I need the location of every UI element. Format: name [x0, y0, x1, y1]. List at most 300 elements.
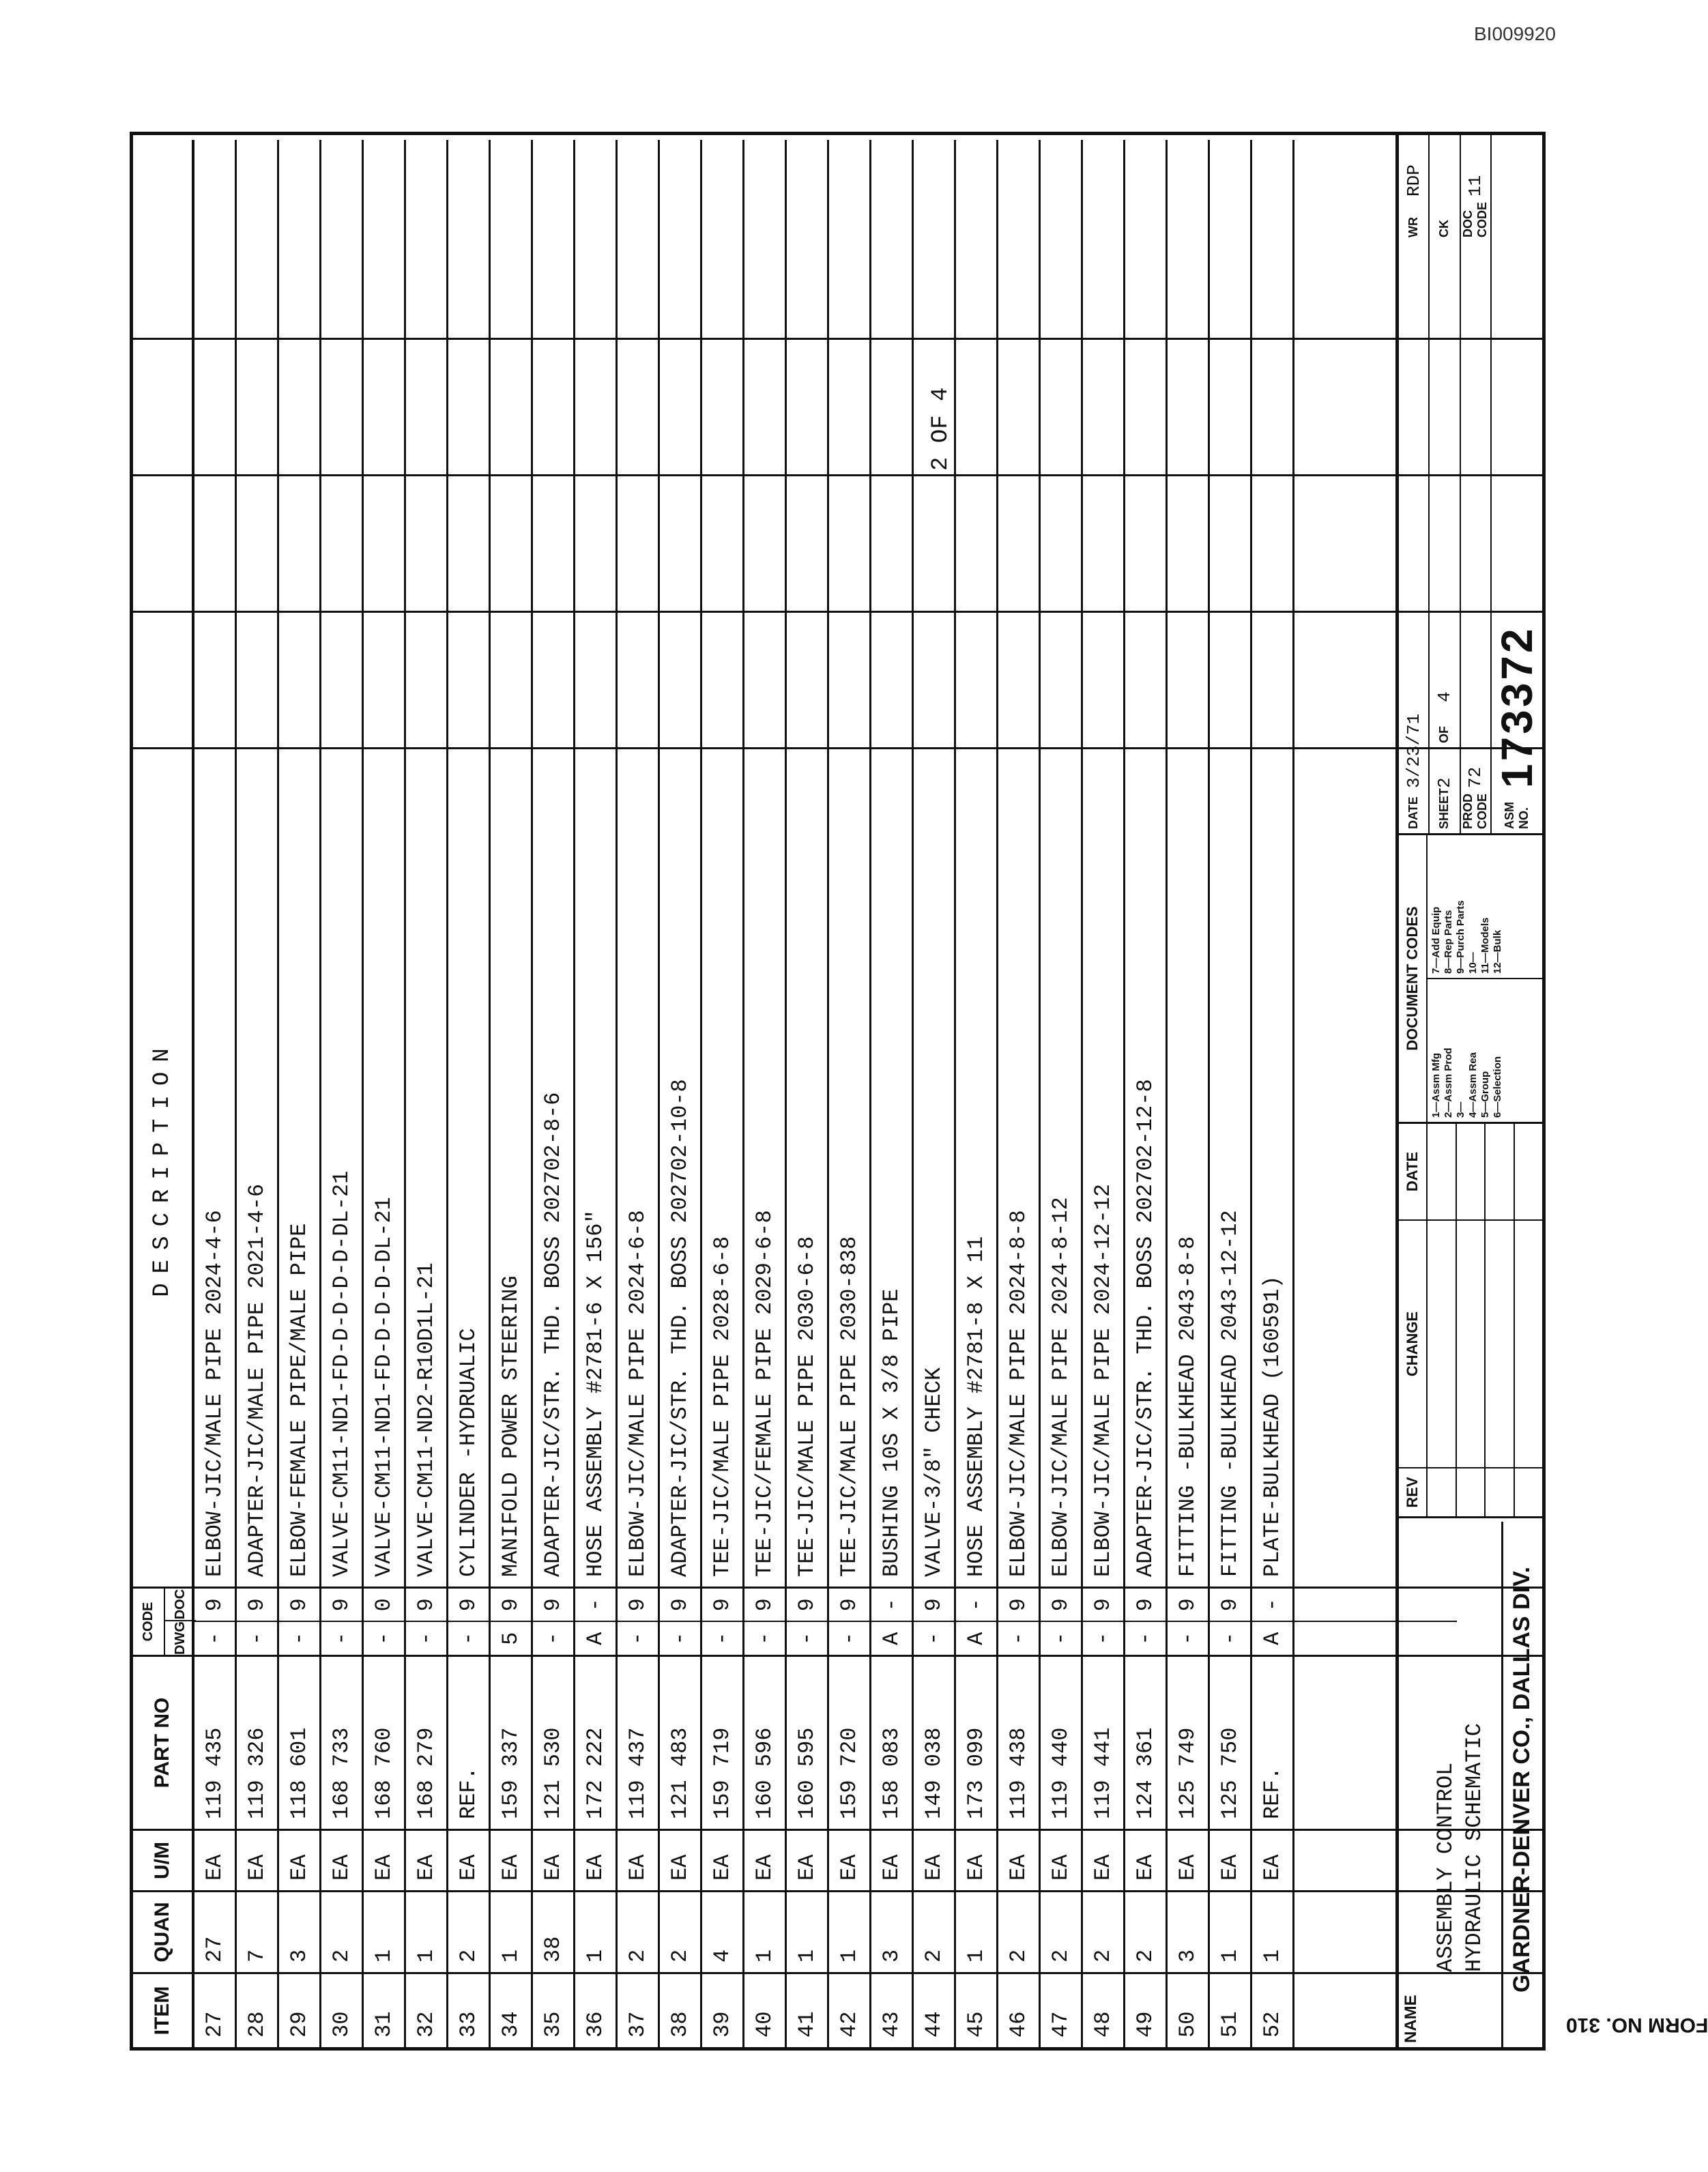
blank-cell: [618, 340, 660, 474]
blank-cell: [702, 140, 744, 338]
blank-cell: [1210, 476, 1252, 611]
table-cell-doc: 9: [237, 1589, 279, 1621]
table-cell-um: EA: [1168, 1831, 1210, 1890]
document-codes-label: DOCUMENT CODES: [1399, 835, 1428, 1122]
table-cell-part: 121 483: [660, 1657, 702, 1829]
table-cell-doc: -: [871, 1589, 914, 1621]
table-cell-quan: 38: [533, 1892, 575, 1972]
ck-label: CK: [1437, 220, 1451, 237]
blank-cell: [956, 476, 998, 611]
blank-cell: [1125, 340, 1168, 474]
table-cell-item: 50: [1168, 1974, 1210, 2047]
table-cell-dwg: A: [956, 1623, 998, 1655]
table-cell-um: EA: [618, 1831, 660, 1890]
blank-cell: [1252, 140, 1294, 338]
name-block: [1399, 1516, 1542, 2047]
blank-column-3: [133, 338, 1542, 474]
table-cell-desc: FITTING -BULKHEAD 2043-12-12: [1210, 749, 1252, 1587]
table-cell-um: EA: [237, 1831, 279, 1890]
doc-code-item: 1—Assm Mfg: [1430, 1052, 1442, 1118]
blank-cell: [914, 476, 956, 611]
table-cell-item: 44: [914, 1974, 956, 2047]
table-cell-quan: 2: [1041, 1892, 1083, 1972]
doc-code-item: 4—Assm Rea: [1467, 1052, 1479, 1118]
table-cell-doc: 9: [1125, 1589, 1168, 1621]
blank-cell: [744, 476, 787, 611]
table-cell-um: EA: [491, 1831, 533, 1890]
table-cell-part: 119 435: [194, 1657, 237, 1829]
table-cell-um: EA: [533, 1831, 575, 1890]
table-cell-desc: PLATE-BULKHEAD (160591): [1252, 749, 1294, 1587]
blank-cell: [321, 340, 364, 474]
table-cell-um: EA: [406, 1831, 448, 1890]
table-cell-quan: 3: [871, 1892, 914, 1972]
blank-cell: [406, 613, 448, 747]
table-cell-quan: 2: [914, 1892, 956, 1972]
doc-header: DOC: [173, 1589, 188, 1620]
part-number-cells: [194, 1657, 1457, 1829]
sheet-label: SHEET: [1437, 787, 1451, 829]
table-cell-item: 29: [279, 1974, 321, 2047]
table-cell-dwg: -: [1125, 1623, 1168, 1655]
table-cell-quan: 2: [448, 1892, 491, 1972]
table-cell-doc: 9: [744, 1589, 787, 1621]
assembly-name-line2: HYDRAULIC SCHEMATIC: [1462, 1723, 1487, 1972]
table-cell-um: EA: [364, 1831, 406, 1890]
blank-cell: [1168, 613, 1210, 747]
blank-cell: [660, 140, 702, 338]
table-cell-item: 47: [1041, 1974, 1083, 2047]
table-cell-item: 31: [364, 1974, 406, 2047]
parts-list-sheet: [130, 132, 1546, 2051]
blank-cell: [448, 613, 491, 747]
dwg-code-cells: [194, 1621, 1457, 1655]
blank-cell: [491, 613, 533, 747]
table-cell-part: 160 596: [744, 1657, 787, 1829]
table-cell-item: 45: [956, 1974, 998, 2047]
dwg-header: DWG: [165, 1620, 196, 1655]
table-cell-part: 173 099: [956, 1657, 998, 1829]
table-cell-item: 49: [1125, 1974, 1168, 2047]
table-cell-doc: 9: [448, 1589, 491, 1621]
table-cell-doc: 9: [998, 1589, 1041, 1621]
table-cell-part: 159 720: [829, 1657, 871, 1829]
blank-cells-3: [194, 340, 1457, 474]
table-cell-item: 33: [448, 1974, 491, 2047]
blank-cell: [660, 476, 702, 611]
table-cell-part: 124 361: [1125, 1657, 1168, 1829]
table-cell-desc: ELBOW-FEMALE PIPE/MALE PIPE: [279, 749, 321, 1587]
table-cell-quan: 27: [194, 1892, 237, 1972]
wr-label: WR: [1406, 217, 1421, 237]
table-cell-part: 125 749: [1168, 1657, 1210, 1829]
unit-column: [133, 1829, 1542, 1890]
table-cell-quan: 1: [364, 1892, 406, 1972]
table-cell-um: EA: [575, 1831, 618, 1890]
rev-date-label: DATE: [1404, 1151, 1421, 1192]
table-cell-um: EA: [448, 1831, 491, 1890]
blank-cell: [237, 613, 279, 747]
table-cell-item: 28: [237, 1974, 279, 2047]
blank-cell: [871, 340, 914, 474]
table-cell-item: 51: [1210, 1974, 1252, 2047]
blank-cell: [871, 613, 914, 747]
table-cell-item: 48: [1083, 1974, 1125, 2047]
blank-cell: [1210, 340, 1252, 474]
table-cell-dwg: -: [914, 1623, 956, 1655]
table-cell-part: 168 279: [406, 1657, 448, 1829]
blank-cell: [744, 340, 787, 474]
blank-cell: [702, 476, 744, 611]
blank-cell: [575, 476, 618, 611]
blank-cell: [364, 613, 406, 747]
blank-cell: [914, 340, 956, 474]
doc-code-item: 6—Selection: [1492, 1056, 1503, 1118]
table-cell-part: 159 337: [491, 1657, 533, 1829]
blank-cell: [194, 140, 237, 338]
blank-column-2: [133, 474, 1542, 611]
table-cell-item: 30: [321, 1974, 364, 2047]
blank-cell: [956, 140, 998, 338]
revision-block: [1399, 1122, 1542, 1516]
blank-cell: [279, 340, 321, 474]
table-cell-doc: 9: [279, 1589, 321, 1621]
table-cell-quan: 3: [1168, 1892, 1210, 1972]
blank-cell: [1252, 613, 1294, 747]
table-cell-part: 172 222: [575, 1657, 618, 1829]
blank-cell: [914, 140, 956, 338]
doc-code-item: 2—Assm Prod: [1443, 1047, 1454, 1118]
document-id: BI009920: [1474, 23, 1556, 44]
unit-header: U/M: [133, 1831, 194, 1890]
table-cell-um: EA: [1083, 1831, 1125, 1890]
table-cell-doc: 9: [1210, 1589, 1252, 1621]
description-column: [133, 747, 1542, 1587]
sheet-value: 2: [1434, 777, 1455, 788]
table-cell-desc: ELBOW-JIC/MALE PIPE 2024-8-12: [1041, 749, 1083, 1587]
item-header: ITEM: [133, 1974, 194, 2047]
blank-cell: [1125, 476, 1168, 611]
blank-cell: [618, 140, 660, 338]
table-cell-doc: 9: [914, 1589, 956, 1621]
table-cell-desc: ADAPTER-JIC/MALE PIPE 2021-4-6: [237, 749, 279, 1587]
table-cell-doc: -: [575, 1589, 618, 1621]
blank-cell: [237, 340, 279, 474]
quantity-column: [133, 1890, 1542, 1972]
table-cell-desc: VALVE-CM11-ND1-FD-D-D-D-DL-21: [364, 749, 406, 1587]
blank-cell: [1083, 140, 1125, 338]
table-cell-part: 119 438: [998, 1657, 1041, 1829]
table-cell-item: 41: [787, 1974, 829, 2047]
blank-cell: [533, 476, 575, 611]
table-cell-um: EA: [744, 1831, 787, 1890]
blank-cell: [1083, 613, 1125, 747]
blank-cell: [194, 476, 237, 611]
blank-cell: [237, 140, 279, 338]
table-cell-item: 27: [194, 1974, 237, 2047]
blank-cell: [279, 476, 321, 611]
blank-cell: [998, 476, 1041, 611]
table-cell-item: 34: [491, 1974, 533, 2047]
blank-cell: [1168, 476, 1210, 611]
blank-cell: [829, 613, 871, 747]
doc-code-item: 9—Purch Parts: [1455, 900, 1466, 974]
doc-code-item: 12—Bulk: [1492, 929, 1503, 974]
table-cell-doc: 9: [1083, 1589, 1125, 1621]
blank-cell: [956, 340, 998, 474]
doc-codes-right: [1428, 835, 1542, 978]
table-cell-quan: 1: [956, 1892, 998, 1972]
table-cell-doc: 0: [364, 1589, 406, 1621]
rev-label: REV: [1399, 1467, 1426, 1516]
blank-cell: [491, 140, 533, 338]
table-cell-desc: VALVE-3/8" CHECK: [914, 749, 956, 1587]
part-number-header: PART NO: [133, 1657, 194, 1829]
blank-cell: [660, 613, 702, 747]
table-cell-um: EA: [702, 1831, 744, 1890]
description-cells: [194, 749, 1457, 1587]
table-cell-dwg: A: [871, 1623, 914, 1655]
doc-code-cells: [194, 1589, 1457, 1621]
unit-cells: [194, 1831, 1457, 1890]
blank-cell: [406, 476, 448, 611]
table-cell-um: EA: [1252, 1831, 1294, 1890]
table-cell-doc: 9: [660, 1589, 702, 1621]
blank-column-4: [133, 140, 1542, 338]
table-cell-doc: 9: [618, 1589, 660, 1621]
blank-cell: [406, 140, 448, 338]
blank-cell: [533, 340, 575, 474]
table-cell-item: 38: [660, 1974, 702, 2047]
table-cell-dwg: -: [533, 1623, 575, 1655]
table-cell-um: EA: [787, 1831, 829, 1890]
blank-cell: [1125, 140, 1168, 338]
table-cell-doc: 9: [194, 1589, 237, 1621]
blank-cell: [829, 140, 871, 338]
prod-code-label: PROD CODE: [1461, 793, 1490, 829]
table-cell-quan: 1: [744, 1892, 787, 1972]
table-cell-quan: 1: [829, 1892, 871, 1972]
table-cell-dwg: -: [194, 1623, 237, 1655]
blank-cell: [406, 340, 448, 474]
doc-code-item: 3—: [1455, 1101, 1466, 1118]
doc-code-label: DOC CODE: [1461, 201, 1490, 237]
blank-cell: [321, 613, 364, 747]
blank-cell: [660, 340, 702, 474]
table-cell-desc: TEE-JIC/MALE PIPE 2030-6-8: [787, 749, 829, 1587]
part-number-column: [133, 1655, 1542, 1829]
table-cell-desc: HOSE ASSEMBLY #2781-6 X 156": [575, 749, 618, 1587]
blank-cell: [1041, 476, 1083, 611]
quantity-cells: [194, 1892, 1457, 1972]
blank-cell: [1041, 613, 1083, 747]
table-cell-quan: 1: [787, 1892, 829, 1972]
table-cell-dwg: -: [660, 1623, 702, 1655]
blank-cell: [448, 140, 491, 338]
description-header: DESCRIPTION: [133, 749, 194, 1587]
blank-cell: [914, 613, 956, 747]
table-cell-dwg: -: [618, 1623, 660, 1655]
table-cell-quan: 1: [406, 1892, 448, 1972]
of-label: OF: [1437, 726, 1451, 743]
table-cell-doc: 9: [1041, 1589, 1083, 1621]
table-cell-doc: 9: [829, 1589, 871, 1621]
table-cell-um: EA: [1210, 1831, 1252, 1890]
table-cell-quan: 2: [660, 1892, 702, 1972]
table-cell-dwg: -: [406, 1623, 448, 1655]
table-cell-part: 158 083: [871, 1657, 914, 1829]
table-cell-dwg: -: [744, 1623, 787, 1655]
table-cell-quan: 2: [1083, 1892, 1125, 1972]
blank-cell: [1125, 613, 1168, 747]
blank-cell: [1210, 613, 1252, 747]
blank-cell: [533, 140, 575, 338]
blank-cell: [871, 140, 914, 338]
blank-cell: [1041, 340, 1083, 474]
table-cell-desc: ADAPTER-JIC/STR. THD. BOSS 202702-8-6: [533, 749, 575, 1587]
table-cell-doc: 9: [702, 1589, 744, 1621]
blank-cells-4: [194, 140, 1457, 338]
table-cell-dwg: A: [1252, 1623, 1294, 1655]
blank-cell: [702, 340, 744, 474]
blank-cell: [575, 140, 618, 338]
doc-code-item: 8—Rep Parts: [1443, 910, 1454, 974]
blank-cells-2: [194, 476, 1457, 611]
date-value: 3/23/71: [1403, 713, 1424, 788]
table-cell-um: EA: [194, 1831, 237, 1890]
table-cell-um: EA: [1125, 1831, 1168, 1890]
table-cell-part: REF.: [448, 1657, 491, 1829]
asm-label: ASM NO.: [1502, 802, 1531, 829]
blank-cell: [998, 340, 1041, 474]
table-cell-item: 40: [744, 1974, 787, 2047]
blank-cell: [998, 613, 1041, 747]
blank-cell: [618, 613, 660, 747]
table-cell-doc: 9: [1168, 1589, 1210, 1621]
table-cell-desc: ADAPTER-JIC/STR. THD. BOSS 202702-12-8: [1125, 749, 1168, 1587]
table-cell-desc: ELBOW-JIC/MALE PIPE 2024-12-12: [1083, 749, 1125, 1587]
table-cell-item: 35: [533, 1974, 575, 2047]
prod-code-value: 72: [1465, 766, 1486, 788]
table-cell-desc: HOSE ASSEMBLY #2781-8 X 11: [956, 749, 998, 1587]
blank-cell: [702, 613, 744, 747]
table-cell-quan: 4: [702, 1892, 744, 1972]
change-label: CHANGE: [1399, 1219, 1426, 1467]
blank-cell: [575, 613, 618, 747]
blank-cell: [1252, 476, 1294, 611]
doc-codes-left: [1428, 978, 1542, 1122]
table-cell-desc: TEE-JIC/MALE PIPE 2030-838: [829, 749, 871, 1587]
table-cell-desc: VALVE-CM11-ND1-FD-D-D-D-D-DL-21: [321, 749, 364, 1587]
table-cell-desc: FITTING -BULKHEAD 2043-8-8: [1168, 749, 1210, 1587]
assembly-name-line1: ASSEMBLY CONTROL: [1433, 1762, 1458, 1972]
table-cell-dwg: -: [1210, 1623, 1252, 1655]
blank-cell: [321, 476, 364, 611]
table-cell-part: 118 601: [279, 1657, 321, 1829]
table-cell-dwg: -: [1168, 1623, 1210, 1655]
code-header: [133, 1589, 194, 1655]
blank-cell: [237, 476, 279, 611]
table-cell-doc: 9: [787, 1589, 829, 1621]
quantity-header: QUAN: [133, 1892, 194, 1972]
code-column: [133, 1587, 1542, 1655]
blank-cell: [279, 613, 321, 747]
table-cell-dwg: -: [998, 1623, 1041, 1655]
blank-cell: [871, 476, 914, 611]
table-cell-dwg: -: [702, 1623, 744, 1655]
table-cell-item: 43: [871, 1974, 914, 2047]
table-cell-item: 39: [702, 1974, 744, 2047]
doc-code-item: 7—Add Equip: [1430, 906, 1442, 974]
table-cell-um: EA: [660, 1831, 702, 1890]
document-codes-block: [1399, 833, 1542, 1122]
table-cell-part: 119 441: [1083, 1657, 1125, 1829]
table-cell-quan: 2: [998, 1892, 1041, 1972]
table-cell-item: 46: [998, 1974, 1041, 2047]
of-value: 4: [1434, 691, 1455, 702]
table-cell-um: EA: [829, 1831, 871, 1890]
name-label: NAME: [1402, 1995, 1420, 2043]
info-block: [1399, 135, 1542, 833]
table-cell-dwg: -: [279, 1623, 321, 1655]
blank-cell: [1083, 476, 1125, 611]
table-cell-part: 149 038: [914, 1657, 956, 1829]
table-cell-desc: CYLINDER -HYDRUALIC: [448, 749, 491, 1587]
blank-cell: [787, 140, 829, 338]
table-cell-part: 121 530: [533, 1657, 575, 1829]
blank-cell: [491, 476, 533, 611]
blank-cell: [1168, 140, 1210, 338]
table-cell-desc: VALVE-CM11-ND2-R10D1L-21: [406, 749, 448, 1587]
table-cell-part: 160 595: [787, 1657, 829, 1829]
table-cell-dwg: -: [237, 1623, 279, 1655]
assembly-number: 173372: [1492, 626, 1541, 788]
table-cell-quan: 1: [1252, 1892, 1294, 1972]
table-cell-doc: 9: [491, 1589, 533, 1621]
table-cell-item: 32: [406, 1974, 448, 2047]
table-cell-um: EA: [1041, 1831, 1083, 1890]
doc-code-item: 11—Models: [1479, 917, 1491, 974]
blank-cell: [364, 140, 406, 338]
table-cell-item: 37: [618, 1974, 660, 2047]
item-cells: [194, 1974, 1457, 2047]
doc-code-item: 10—: [1467, 952, 1479, 974]
table-cell-quan: 2: [321, 1892, 364, 1972]
table-cell-part: 119 326: [237, 1657, 279, 1829]
company-name: GARDNER-DENVER CO., DALLAS DIV.: [1501, 1522, 1535, 2047]
table-cell-part: 159 719: [702, 1657, 744, 1829]
table-cell-part: 125 750: [1210, 1657, 1252, 1829]
blank-column-1: [133, 611, 1542, 747]
table-cell-um: EA: [279, 1831, 321, 1890]
table-cell-desc: ELBOW-JIC/MALE PIPE 2024-4-6: [194, 749, 237, 1587]
table-cell-doc: 9: [406, 1589, 448, 1621]
table-cell-quan: 1: [575, 1892, 618, 1972]
table-cell-desc: MANIFOLD POWER STEERING: [491, 749, 533, 1587]
table-cell-um: EA: [998, 1831, 1041, 1890]
table-cell-dwg: -: [1041, 1623, 1083, 1655]
blank-cell: [956, 613, 998, 747]
title-block: [1395, 135, 1542, 2047]
table-cell-part: 168 733: [321, 1657, 364, 1829]
blank-cell: [194, 613, 237, 747]
table-cell-part: 119 440: [1041, 1657, 1083, 1829]
table-cell-dwg: -: [321, 1623, 364, 1655]
table-cell-quan: 2: [1125, 1892, 1168, 1972]
blank-cell: [279, 140, 321, 338]
table-cell-dwg: 5: [491, 1623, 533, 1655]
table-cell-um: EA: [914, 1831, 956, 1890]
